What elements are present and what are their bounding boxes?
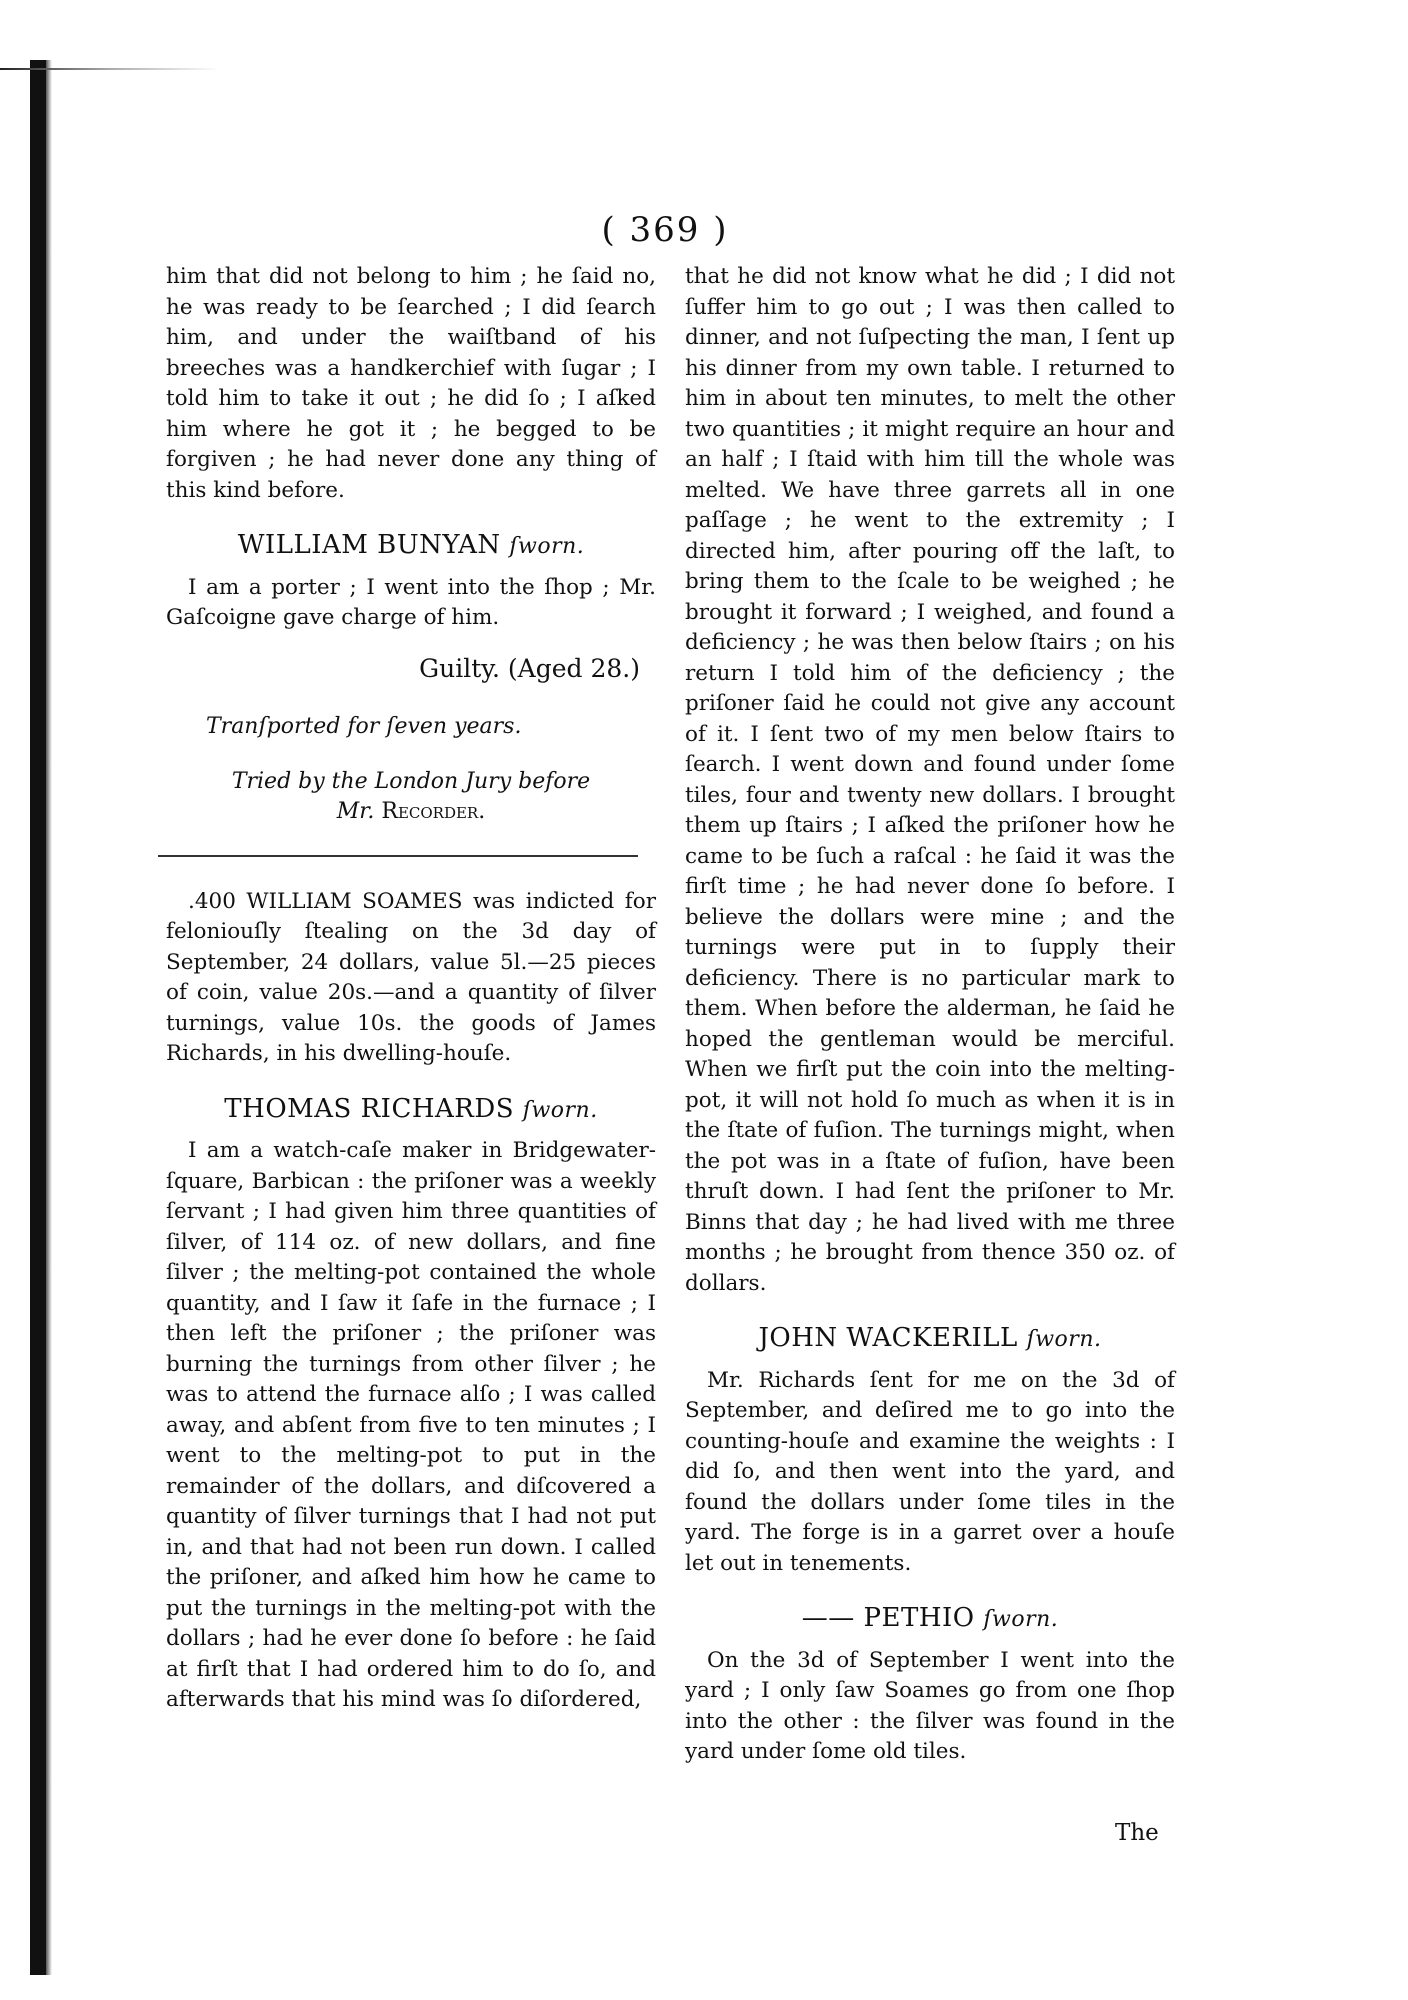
tried-mr: Mr. (336, 798, 375, 824)
speaker-oath: ſworn. (983, 1607, 1059, 1632)
testimony-richards: I am a watch-caſe maker in Bridgewater-ſquare, Barbican : the priſoner was a weekly ſervant ; I had given him three quantities of ſilver, of 114 oz. of new dollars, and fine ſilver ; the melting-pot contained the whole quantity, and I ſaw it ſafe in the furnace ; I then left the priſoner ; the priſoner was burning the turnings from other ſilver ; he was to attend the furnace alſo ; I was called away, and abſent from five to ten minutes ; I went to the melting-pot to put in the remainder of the dollars, and diſcovered a quantity of ſilver turnings that I had not put in, and that had not been run down. I called the priſoner, and aſked him how he came to put the turnings in the melting-pot with the dollars ; had he ever done ſo before : he ſaid at firſt that I had ordered him to do ſo, and afterwards that his mind was ſo diſordered, (166, 1138, 656, 1712)
left-column (166, 262, 656, 1716)
tried-recorder-line (166, 797, 656, 827)
speaker-oath: ſworn. (522, 1097, 598, 1123)
page-number: ( 369 ) (601, 210, 729, 250)
speaker-heading-bunyan (166, 530, 656, 563)
speaker-oath: ſworn. (509, 534, 585, 559)
catchword: The (1115, 1820, 1159, 1846)
tried-recorder: Recorder. (381, 798, 486, 824)
testimony-wackerill: Mr. Richards ſent for me on the 3d of September, and deſired me to go into the counting-houſe and examine the weights : I did ſo, and then went into the yard, and found the dollars under ſome tiles in the yard. The forge is in a garret over a houſe let out in tenements. (685, 1367, 1175, 1576)
speaker-name: THOMAS RICHARDS (224, 1093, 515, 1124)
tried-before (166, 767, 656, 827)
sentence: Tranſported for ſeven years. (206, 714, 522, 739)
speaker-heading-pethio (685, 1603, 1175, 1636)
right-column (685, 262, 1175, 1768)
speaker-oath: ſworn. (1026, 1327, 1102, 1352)
speaker-name: —— PETHIO (801, 1603, 975, 1633)
book-spine-shadow (30, 60, 46, 1975)
speaker-name: JOHN WACKERILL (758, 1323, 1018, 1353)
section-divider (158, 855, 638, 857)
gutter-shading (46, 60, 52, 1975)
speaker-name: WILLIAM BUNYAN (237, 530, 501, 560)
verdict: Guilty. (Aged 28.) (419, 653, 640, 683)
tried-line: Tried by the London Jury before (231, 768, 591, 794)
speaker-heading-wackerill (685, 1323, 1175, 1356)
case-indictment: .400 WILLIAM SOAMES was indicted for feloniouſly ſtealing on the 3d day of September, 24 dollars, value 5l.—25 pieces of coin, value 20s.—and a quantity of ſilver turnings, value 10s. the goods of James Richards, in his dwelling-houſe. (166, 888, 656, 1066)
paragraph-continuation: that he did not know what he did ; I did not ſuffer him to go out ; I was then called to dinner, and not ſuſpecting the man, I ſent up his dinner from my own table. I returned to him in about ten minutes, to melt the other two quantities ; it might require an hour and an half ; I ſtaid with him till the whole was melted. We have three garrets all in one paſſage ; he went to the extremity ; I directed him, after pouring off the laſt, to bring them to the ſcale to be weighed ; he brought it forward ; I weighed, and found a deficiency ; he was then below ſtairs ; on his return I told him of the deficiency ; the priſoner ſaid he could not give any account of it. I ſent two of my men below ſtairs to ſearch. I went down and found under ſome tiles, four and twenty new dollars. I brought them up ſtairs ; I aſked the priſoner how he came to be ſuch a raſcal : he ſaid it was the firſt time ; he had never done ſo before. I believe the dollars were mine ; and the turnings were put in to ſupply their deficiency. There is no particular mark to them. When before the alderman, he ſaid he hoped the gentleman would be merciful. When we firſt put the coin into the melting-pot, it will not hold ſo much as when it is in the ſtate of fuſion. The turnings might, when the pot was in a ſtate of fuſion, have been thruſt down. I had ſent the priſoner to Mr. Binns that day ; he had lived with me three months ; he brought from thence 350 oz. of dollars. (685, 264, 1175, 1296)
paragraph-continuation: him that did not belong to him ; he ſaid no, he was ready to be ſearched ; I did ſearch him, and under the waiſtband of his breeches was a handkerchief with ſugar ; I told him to take it out ; he did ſo ; I aſked him where he got it ; he begged to be forgiven ; he had never done any thing of this kind before. (166, 264, 656, 503)
top-edge-mark (0, 68, 220, 70)
speaker-heading-richards (166, 1094, 656, 1127)
testimony-pethio: On the 3d of September I went into the yard ; I only ſaw Soames go from one ſhop into the other : the ſilver was found in the yard under ſome old tiles. (685, 1647, 1175, 1764)
testimony-bunyan: I am a porter ; I went into the ſhop ; Mr. Gaſcoigne gave charge of him. (166, 574, 656, 630)
